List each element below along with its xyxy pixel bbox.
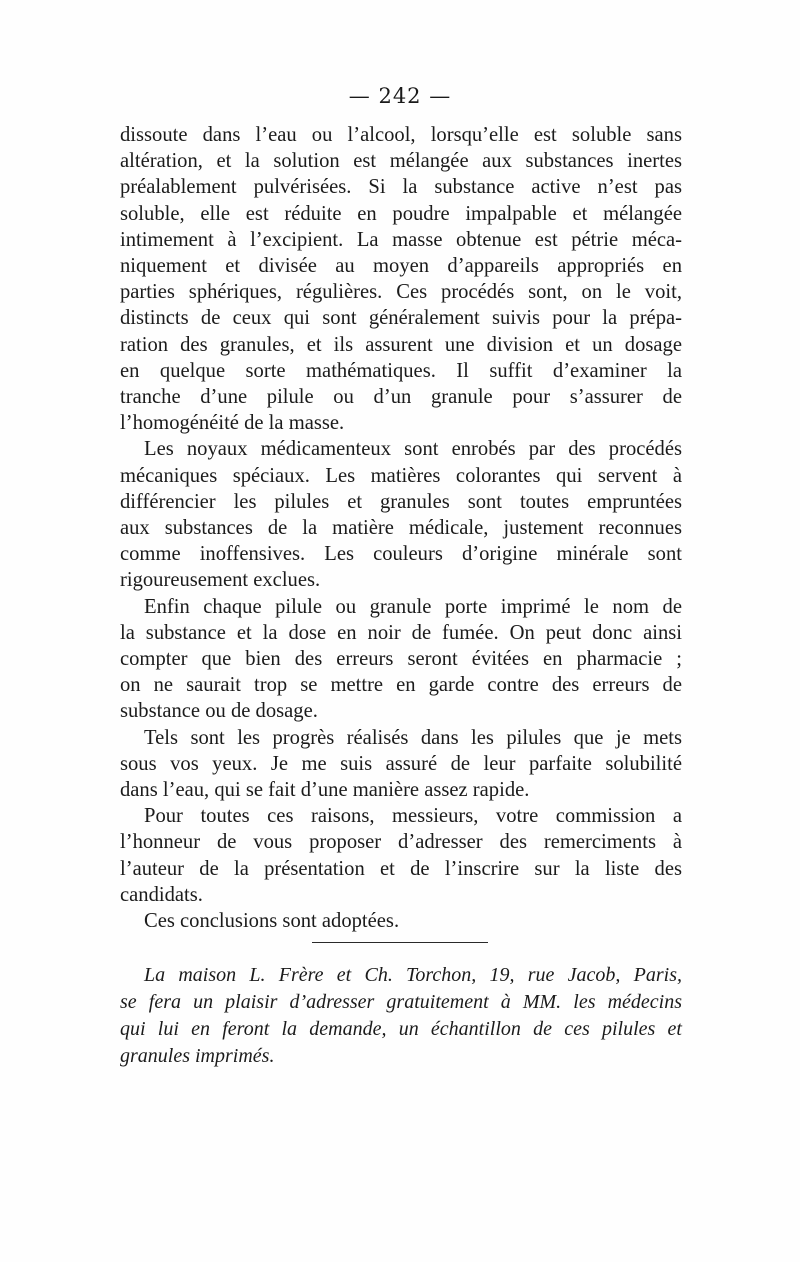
text-line: on ne saurait trop se mettre en garde contre des erreurs de <box>120 674 682 697</box>
note-line: granules imprimés. <box>120 1045 275 1067</box>
note-line: se fera un plaisir d’adresser gratuitement à MM. les médecins <box>120 991 682 1013</box>
text-line: l’auteur de la présentation et de l’inscrire sur la liste des <box>120 857 682 880</box>
text-line: Ces conclusions sont adoptées. <box>144 910 400 933</box>
text-line: comme inoffensives. Les couleurs d’origine minérale sont <box>120 543 682 566</box>
text-line: tranche d’une pilule ou d’un granule pour s’assurer de <box>120 386 682 409</box>
text-line: l’honneur de vous proposer d’adresser des remerciments à <box>120 831 682 854</box>
text-line: compter que bien des erreurs seront évitées en pharmacie ; <box>120 648 682 671</box>
text-line: distincts de ceux qui sont généralement suivis pour la prépa- <box>120 307 682 330</box>
text-line: préalablement pulvérisées. Si la substance active n’est pas <box>120 176 682 199</box>
text-line: candidats. <box>120 883 203 906</box>
text-line: niquement et divisée au moyen d’appareils appropriés en <box>120 255 682 278</box>
text-line: mécaniques spéciaux. Les matières colorantes qui servent à <box>120 464 682 487</box>
text-line: Enfin chaque pilule ou granule porte imprimé le nom de <box>144 595 682 618</box>
text-line: aux substances de la matière médicale, justement reconnues <box>120 517 682 540</box>
text-line: Les noyaux médicamenteux sont enrobés par des procédés <box>144 438 682 461</box>
text-line: sous vos yeux. Je me suis assuré de leur parfaite solubilité <box>120 752 682 775</box>
text-line: dissoute dans l’eau ou l’alcool, lorsqu’elle est soluble sans <box>120 124 682 146</box>
text-line: parties sphériques, régulières. Ces procédés sont, on le voit, <box>120 281 682 304</box>
footnote-text <box>120 962 682 1070</box>
text-line: différencier les pilules et granules sont toutes empruntées <box>120 490 682 513</box>
page-number: — 242 — <box>348 84 452 108</box>
text-line: ration des granules, et ils assurent une division et un dosage <box>120 333 682 356</box>
text-line: Tels sont les progrès réalisés dans les pilules que je mets <box>144 726 682 749</box>
note-line: qui lui en feront la demande, un échantillon de ces pilules et <box>120 1018 682 1040</box>
footnote-separator <box>312 942 488 943</box>
text-line: intimement à l’excipient. La masse obtenue est pétrie méca- <box>120 228 682 251</box>
text-line: l’homogénéité de la masse. <box>120 412 345 435</box>
note-line: La maison L. Frère et Ch. Torchon, 19, rue Jacob, Paris, <box>144 964 682 986</box>
text-line: dans l’eau, qui se fait d’une manière assez rapide. <box>120 779 530 802</box>
text-line: substance ou de dosage. <box>120 700 318 723</box>
text-line: en quelque sorte mathématiques. Il suffit d’examiner la <box>120 359 682 382</box>
text-line: soluble, elle est réduite en poudre impalpable et mélangée <box>120 202 682 225</box>
body-text <box>120 122 682 934</box>
text-line: la substance et la dose en noir de fumée. On peut donc ainsi <box>120 621 682 644</box>
text-line: altération, et la solution est mélangée aux substances inertes <box>120 150 682 173</box>
text-line: rigoureusement exclues. <box>120 569 321 592</box>
text-line: Pour toutes ces raisons, messieurs, votre commission a <box>144 805 682 828</box>
